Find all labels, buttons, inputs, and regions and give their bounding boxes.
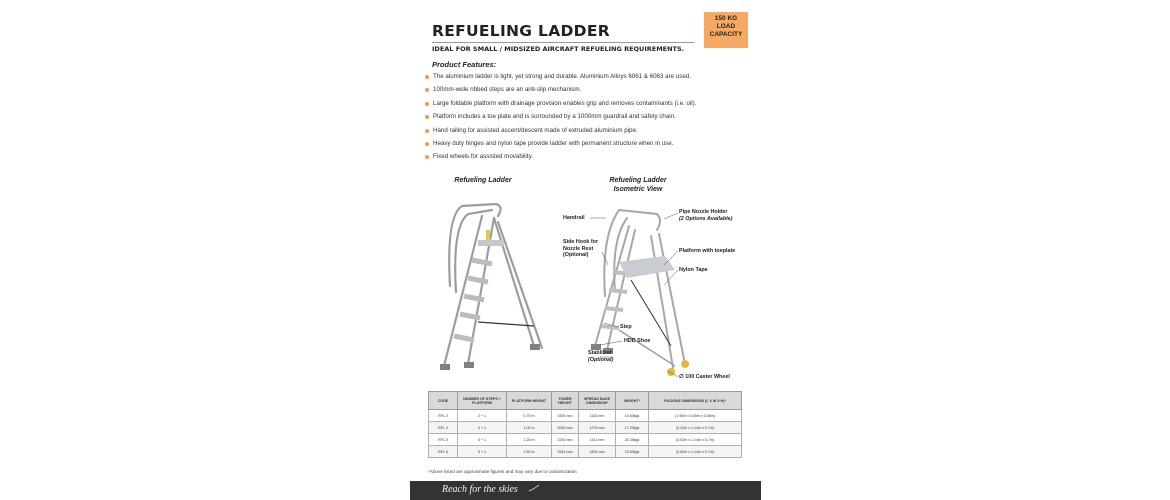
badge-line-3: CAPACITY <box>709 31 743 38</box>
badge-line-2: LOAD <box>716 23 736 30</box>
feature-text: Large foldable platform with drainage provision enables grip and removes contaminants (i.e. oil). <box>433 99 697 107</box>
table-cell: 1691 mm <box>552 410 579 422</box>
callout-step: Step <box>620 324 632 330</box>
table-cell: 3 + 1 <box>458 422 507 434</box>
callout-pipe-holder <box>679 209 732 222</box>
table-cell: 2000 mm <box>552 422 579 434</box>
column-header: WEIGHT* <box>616 392 649 410</box>
callout-pipe-holder-line-1: Pipe Nozzle Holder <box>679 209 728 215</box>
callout-handrail: Handrail <box>563 215 585 221</box>
table-row <box>429 434 742 446</box>
feature-item <box>424 140 754 153</box>
feature-text: 100mm-wide ribbed steps are an anti-slip mechanism. <box>433 86 582 94</box>
table-cell: 5 + 1 <box>458 446 507 458</box>
table-cell: 1.00 m <box>507 422 552 434</box>
table-cell: (2.82m x 1.14m x 0.7m) <box>649 446 742 458</box>
column-header: CODE <box>429 392 458 410</box>
refueling-ladder-illustration <box>438 196 548 374</box>
bullet-icon <box>425 75 429 79</box>
column-header: NUMBER OF STEPS + PLATFORM <box>458 392 507 410</box>
footnote: *Above listed are approximate figures and may vary due to customization. <box>428 469 578 474</box>
bullet-icon <box>425 102 429 106</box>
callout-nylon-tape: Nylon Tape <box>679 267 708 273</box>
feature-item <box>424 153 754 166</box>
callout-platform: Platform with toeplate <box>679 248 736 254</box>
page-subtitle: IDEAL FOR SMALL / MIDSIZED AIRCRAFT REFUELING REQUIREMENTS. <box>432 45 685 53</box>
footer-tagline: Reach for the skies <box>442 484 518 495</box>
feature-item <box>424 100 754 113</box>
left-figure-caption: Refueling Ladder <box>454 177 512 184</box>
callout-pipe-holder-line-2: (2 Options Available) <box>679 215 733 222</box>
feature-item <box>424 127 754 140</box>
table-cell: 20.35kgs <box>616 434 649 446</box>
table-cell: 17.20kgs <box>616 422 649 434</box>
table-cell: 1411 mm <box>579 434 616 446</box>
table-header-row <box>429 392 742 410</box>
column-header: TOWER HEIGHT <box>552 392 579 410</box>
badge-line-1: 150 KG <box>714 15 738 22</box>
table-cell: 10.60kgs <box>616 410 649 422</box>
bullet-icon <box>425 88 429 92</box>
callout-side-hook-line-1: Side Hook for <box>563 239 599 245</box>
feature-item <box>424 113 754 126</box>
table-cell: 4 + 1 <box>458 434 507 446</box>
right-figure-caption-2: Isometric View <box>613 186 663 193</box>
table-row <box>429 422 742 434</box>
swoosh-icon <box>528 484 540 492</box>
bullet-icon <box>425 142 429 146</box>
table-cell: (1.90m x 0.55m x 0.58m) <box>649 410 742 422</box>
table-cell: 0.75 m <box>507 410 552 422</box>
bullet-icon <box>425 129 429 133</box>
platform-shape <box>478 240 504 246</box>
table-cell: 23.50kgs <box>616 446 649 458</box>
feature-text: Platform includes a toe plate and is surrounded by a 1000mm guardrail and safety chain. <box>433 113 676 121</box>
specification-table <box>428 391 742 458</box>
features-list <box>424 73 754 167</box>
feature-text: Heavy duty hinges and nylon tape provide ladder with permanent structure when in use. <box>433 139 674 147</box>
table-cell: 1163 mm <box>579 410 616 422</box>
feature-text: Fixed wheels for assisted movability. <box>433 153 533 161</box>
table-cell: RFL 3 <box>429 410 458 422</box>
feature-item <box>424 73 754 86</box>
table-cell: RFL 4 <box>429 422 458 434</box>
table-cell: 1.50 m <box>507 446 552 458</box>
table-cell: 2 + 1 <box>458 410 507 422</box>
table-row <box>429 410 742 422</box>
column-header: SPREAD BASE DIMENSION* <box>579 392 616 410</box>
table-cell: 1.25 m <box>507 434 552 446</box>
feature-text: The aluminium ladder is light, yet strong and durable. Aluminium Alloys 6061 & 6063 are used. <box>433 73 691 80</box>
bullet-icon <box>425 155 429 159</box>
callout-stabilizer <box>588 350 613 363</box>
title-divider <box>432 42 694 43</box>
table-cell: (2.22m x 1.14m x 0.7m) <box>649 422 742 434</box>
bullet-icon <box>425 115 429 119</box>
table-row <box>429 446 742 458</box>
table-cell: 2292 mm <box>552 434 579 446</box>
column-header: PACKING DIMENSIONS (L X W X H)* <box>649 392 742 410</box>
callout-side-hook <box>563 239 598 259</box>
callout-hdd-shoe: HDD Shoe <box>624 338 651 344</box>
column-header: PLATFORM HEIGHT <box>507 392 552 410</box>
table-cell: 1276 mm <box>579 422 616 434</box>
table-cell: 2541 mm <box>552 446 579 458</box>
table-cell: (2.52m x 1.14m x 0.7m) <box>649 434 742 446</box>
callout-side-hook-line-3: (Optional) <box>563 252 589 258</box>
feature-text: Hand railing for assisted ascent/descent made of extruded aluminium pipe. <box>433 126 638 134</box>
callout-stabilizer-line-1: Stabilizer <box>588 350 612 356</box>
table-cell: 1504 mm <box>579 446 616 458</box>
callout-caster-wheel: ∅ 100 Caster Wheel <box>679 374 730 380</box>
table-cell: RFL 6 <box>429 446 458 458</box>
page-title: REFUELING LADDER <box>432 22 610 40</box>
feature-item <box>424 86 754 99</box>
features-heading: Product Features: <box>432 60 497 69</box>
load-capacity-badge <box>704 12 748 48</box>
callout-side-hook-line-2: Nozzle Rest <box>563 245 594 252</box>
right-figure-caption-1: Refueling Ladder <box>609 177 667 184</box>
callout-stabilizer-line-2: (Optional) <box>588 356 614 363</box>
label-sticker <box>486 230 490 240</box>
table-cell: RFL 5 <box>429 434 458 446</box>
